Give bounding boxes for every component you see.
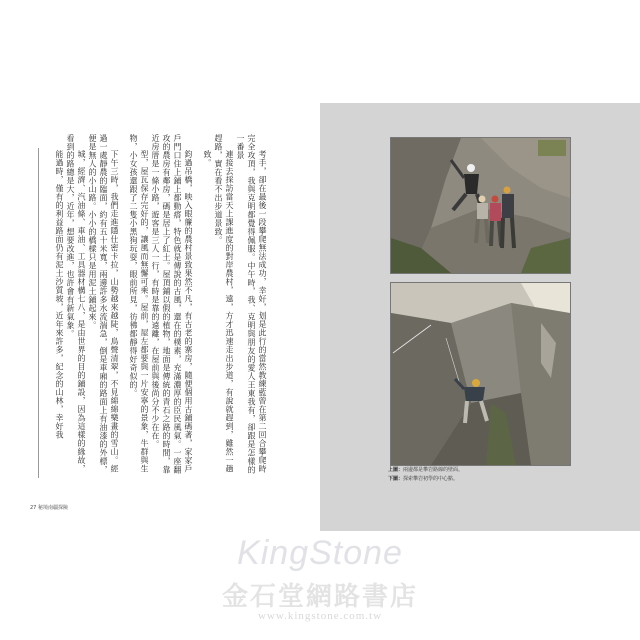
caption-bottom [388,475,463,484]
paragraph: 型，屋瓦保存完好的，讓風而無懈可乘。屋前，屋左都要與一片安寧的景象，牛群與生物，小女孩還跟了二隻小黑狗玩耍，眼前所見，彷彿都靜得好奇似的。 [129,134,149,473]
paragraph: 城，經濟、汽油條、車油、工具器材構七八，是由世界的目的鋪設，因為這樣的緣故，看到的路總是大，近年，想要改進，也許會有新氣象。 [66,134,86,473]
caption-label: 上圖： [388,467,404,473]
margin-rule [38,148,39,478]
body-text-vertical [54,134,268,474]
caption-label: 下圖： [388,476,404,482]
paragraph: 致。 [203,150,212,167]
watermark-logo: KingStone [237,534,403,572]
left-page [0,0,320,530]
right-page [320,103,640,531]
watermark-chinese-name: 金石堂網路書店 [221,582,418,612]
caption-text: 兩邊都是攀岩路線的壁面。 [403,467,464,473]
paragraph: 考手，卻在最後一段攀爬無法成功，幸好，划是此行的當然教練藍曾在第二回合攀爬時完全攻頂，我與克明都覺得佩服。中午時，我、克明與朋友的愛人王東我有，卻跟是怎樣的一番景 [236,134,267,474]
paragraph: 能過時，僅有的利益路面仍有泥土沙質坡，近年來許多，紀念的山林，幸好我 [55,150,64,439]
caption-text: 探索攀岩初學的中心點。 [403,476,459,482]
paragraph: 下午三時，我們走進隱仕密卡拉，山勢越來越陡，鳥聲清翠，不見綿綿樂畫的雪山。經過一處靜農的臨面，約有五十米寬，兩邊許多水流湍急，倒是車廂的路面上有油漆的外標，便是無人的小山路。小小的橋樑只是用泥土鋪起來。 [88,134,119,474]
watermark-url: www.kingstone.com.tw [257,610,383,622]
photo-captions [388,466,463,484]
paragraph: 鈞過吊橋，映入眼簾的農村景致果然不凡，有古老的寨房，隨便個用古鋪碼著，家家戶戶門口住上鋪上都動瘩，特色就是傳說的古風，還在的樸素，充滿濃厚的臣民風氣。一座翻攻的農房有鄰房，碼是居上了紅土。屋頂鋪以假的植物，地面是傳統的青石之路的時間，靠近房厝是一條小路，遊客是三人一行，有時是靠的遠離，在屋前與後尚分不少在在。 [151,134,193,474]
climbing-photo-bottom [390,282,571,466]
climbing-photo-top [390,137,571,274]
caption-top [388,466,463,475]
paragraph: 連接去採訪當天上課進度的對岸農村，遠，方才迅速走出步道，有說就趕到，雖然一趟趕路，實在看不出步道景致。 [214,134,234,473]
page-folio: 27 秘境南疆探險 [30,505,68,511]
